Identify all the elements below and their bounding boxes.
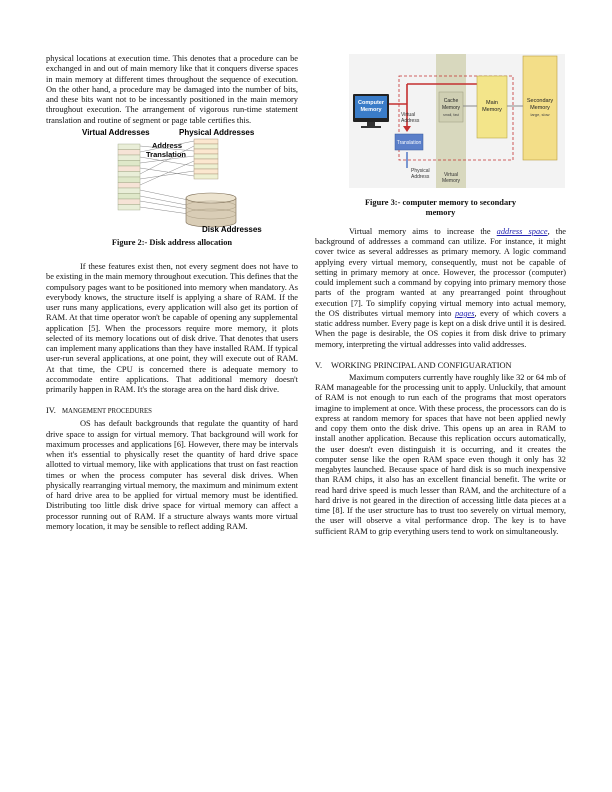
virtual-memory-label-1: Virtual — [443, 172, 459, 178]
intro-paragraph: physical locations at execution time. This denotes that a procedure can be exchanged in and out of main memory like that it conquers diverse spaces in main memory at different times throughout the sequence of execution. On the other hand, a procedure may be damaged into the number of bits, and these bits want not to be incessantly positioned in the main memory throughout execution. The arrangement of vigorous run-time statement translation and routine of segment or page table certifies this. — [46, 54, 298, 125]
figure-3-caption-1: Figure 3:- computer memory to secondary — [364, 198, 517, 207]
virtual-memory-label-2: Memory — [441, 178, 461, 184]
vm-text-2: , the background of addresses a command can utilize. For instance, it might cover twice as several addresses as primary memory. A logic command applying every virtual memory, consequently, must not be capable of setting in primary memory at once. However, the processor (computer) could implement such a command by copying into primary memory those parts of the program wanted at any prearranged point throughout execution [7]. To simplify copying virtual memory into actual memory, the OS distributes virtual memory into — [315, 226, 566, 318]
physical-addresses-label: Physical Addresses — [179, 127, 255, 137]
main-memory-label-2: Memory — [482, 107, 502, 113]
cache-label-1: Cache — [443, 98, 459, 104]
address-space-link[interactable]: address space — [496, 226, 548, 236]
figure-3-caption-2: memory — [425, 208, 456, 218]
cache-label-3: small, fast — [443, 113, 459, 117]
cache-label-2: Memory — [441, 105, 461, 111]
translation-label: Translation — [396, 140, 422, 146]
virtual-address-stack — [118, 144, 140, 210]
section-5-heading — [315, 361, 566, 371]
right-column — [315, 54, 566, 537]
main-memory-label-1: Main — [486, 100, 498, 106]
section-5-number: V. — [315, 360, 323, 370]
section-5-title: WORKING PRINCIPAL AND CONFIGUARATION — [331, 360, 512, 370]
computer-label-1: Computer — [358, 100, 384, 106]
physical-address-label-2: Address — [411, 174, 430, 180]
vm-text-1: Virtual memory aims to increase the — [349, 226, 497, 236]
management-paragraph: OS has default backgrounds that regulate the quantity of hard drive space to assign for virtual memory. That background will work for maximum processes and applications [6]. However, there may be intervals when it's essential to physically reset the quantity of hard drive space allotted to virtual memory, like with applications that trust on fast reaction times or when the process computer has several disk drives. When physically rearranging virtual memory, the maximum and minimum extent of hard drive area to be applied for virtual memory must be identified. Distributing too little disk drive space for virtual memory can affect a processor running out of RAM. If a structure always wants more virtual memory location, it may be sensible to reflect adding RAM. — [46, 419, 298, 531]
virtual-address-label-1: Virtual — [401, 112, 416, 118]
physical-address-stack — [194, 139, 218, 179]
physical-address-label-1: Physical — [411, 168, 430, 174]
features-paragraph: If these features exist then, not every segment does not have to be existing in the main memory throughout execution. This defines that the compulsory pages want to be positioned into memory when mandatory. As everybody knows, the structure itself is applying a share of RAM. If the user runs many applications, every application will also get its portion of RAM. At that time operator won't be capable of opening any supplemental application [5]. When the processors require more memory, it plots selected of its memory locations out of disk drive. That denotes that users can implement many applications than they have installed RAM. If typical user-run several applications, at one point, they will execute out of RAM. At that time, the CPU is concerned there is adequate memory to accommodate entire applications. That additional memory doesn't primarily happen in RAM. It's the storage area on the hard disk drive. — [46, 262, 298, 395]
computer-label-2: Memory — [360, 107, 382, 113]
section-4-heading — [46, 406, 298, 417]
left-column — [46, 54, 298, 532]
section-4-number: IV. — [46, 406, 56, 416]
section-4-title: MANGEMENT PROCEDURES — [62, 408, 152, 416]
figure-3 — [315, 54, 566, 188]
secondary-label-2: Memory — [530, 105, 550, 111]
virtual-addresses-label: Virtual Addresses — [82, 127, 150, 137]
disk-drive-icon — [186, 193, 236, 227]
disk-addresses-label: Disk Addresses — [202, 224, 262, 234]
working-principal-paragraph: Maximum computers currently have roughly like 32 or 64 mb of RAM manageable for the processing unit to apply. Unluckily, that amount of RAM is not enough to run each of the programs that most operators imagine to implement at once. With these process, the processors can do is express at random memory for spaces that have not been applied newly and copy them onto the disk drive. This opens up an area in RAM to install another application. Because this replication occurs automatically, the user doesn't even distinguish it is occurring, and it creates the computer sense like the open RAM space even though it only has 32 megabytes launched. Because space of hard disk is so much inexpensive than RAM chips, it also has an excellent financial benefit. The write or read hard drive speed is much lesser than RAM, and the architecture of a hard drive is not geared in the direction of accessing little data pieces at a time [8]. If the user structure has to trust too severely on virtual memory, the user will observe a vital performance drop. The key is to have sufficient RAM to grip everything users tend to work on simultaneously. — [315, 372, 566, 536]
vm-text-3: , every of which covers a static address number. Every page is kept on a disk drive until it is desired. When the page is desirable, the OS copies it from disk drive to primary memory, interpreting the virtual addresses into valid addresses. — [315, 308, 566, 349]
figure-2 — [46, 126, 298, 234]
pages-link[interactable]: pages — [454, 308, 475, 318]
address-translation-label-2: Translation — [146, 149, 187, 159]
figure-2-caption: Figure 2:- Disk address allocation — [111, 237, 233, 247]
memory-hierarchy-diagram — [315, 54, 566, 188]
secondary-label-3: large, slow — [530, 112, 550, 117]
virtual-memory-paragraph — [315, 227, 566, 350]
virtual-address-label-2: Address — [401, 118, 420, 124]
disk-address-diagram — [46, 126, 298, 234]
address-translation-label-1: Address — [152, 140, 183, 150]
secondary-label-1: Secondary — [526, 98, 554, 104]
